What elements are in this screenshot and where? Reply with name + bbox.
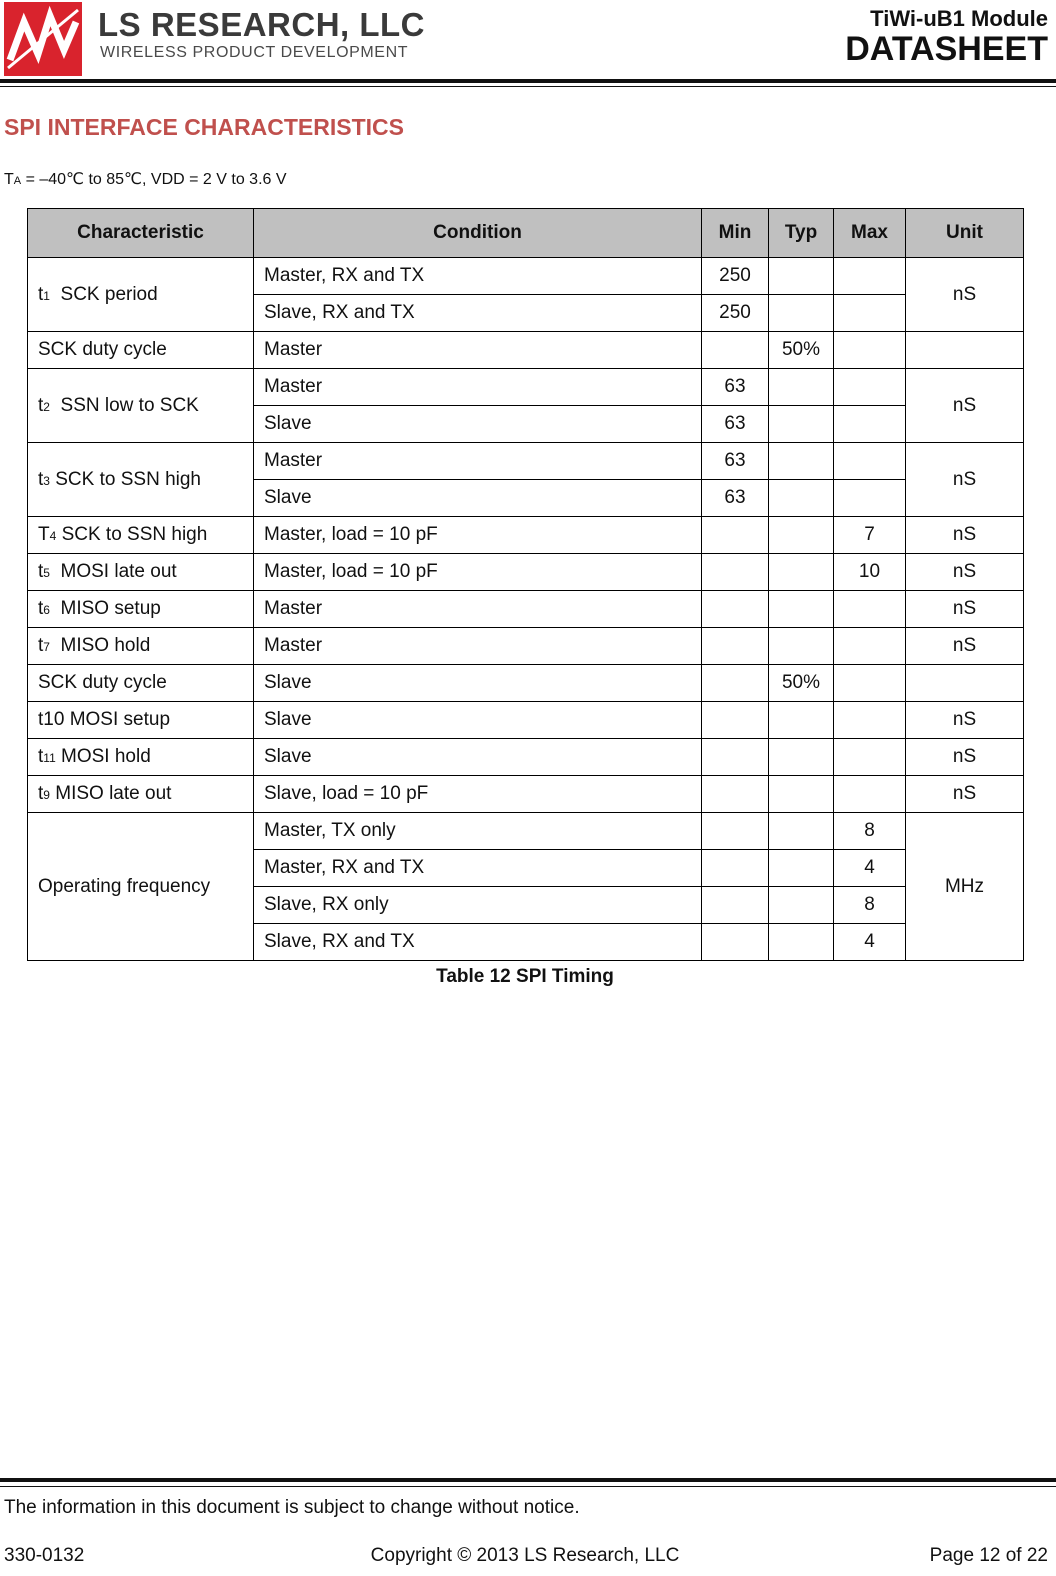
unit-cell: nS	[906, 443, 1024, 517]
header-max: Max	[834, 209, 906, 258]
max-cell	[834, 739, 906, 776]
module-name: TiWi-uB1 Module	[870, 6, 1048, 31]
characteristic-cell: t2 SSN low to SCK	[28, 369, 254, 443]
typ-cell: 50%	[769, 665, 834, 702]
unit-cell: nS	[906, 554, 1024, 591]
typ-cell	[769, 702, 834, 739]
characteristic-cell: Operating frequency	[28, 813, 254, 961]
max-cell: 7	[834, 517, 906, 554]
characteristic-cell: t1 SCK period	[28, 258, 254, 332]
max-cell	[834, 591, 906, 628]
min-cell	[702, 554, 769, 591]
footer-divider-thin	[0, 1486, 1056, 1487]
table-row	[28, 739, 1024, 776]
unit-cell: nS	[906, 369, 1024, 443]
min-cell	[702, 628, 769, 665]
max-cell	[834, 665, 906, 702]
table-row	[28, 813, 1024, 850]
condition-cell: Slave, RX and TX	[254, 924, 702, 961]
typ-cell	[769, 443, 834, 480]
max-cell	[834, 258, 906, 295]
page-number: Page 12 of 22	[929, 1545, 1048, 1566]
typ-cell	[769, 554, 834, 591]
min-cell	[702, 702, 769, 739]
max-cell	[834, 443, 906, 480]
section-title: SPI INTERFACE CHARACTERISTICS	[4, 114, 404, 140]
typ-cell	[769, 739, 834, 776]
condition-cell: Master, load = 10 pF	[254, 517, 702, 554]
min-cell: 63	[702, 369, 769, 406]
typ-cell	[769, 369, 834, 406]
typ-cell	[769, 850, 834, 887]
header-characteristic: Characteristic	[28, 209, 254, 258]
typ-cell	[769, 258, 834, 295]
characteristic-cell: t7 MISO hold	[28, 628, 254, 665]
condition-cell: Slave	[254, 702, 702, 739]
max-cell	[834, 628, 906, 665]
header-divider	[0, 79, 1056, 83]
min-cell: 250	[702, 258, 769, 295]
max-cell: 4	[834, 850, 906, 887]
header-min: Min	[702, 209, 769, 258]
company-logo	[4, 2, 82, 76]
min-cell: 63	[702, 480, 769, 517]
copyright: Copyright © 2013 LS Research, LLC	[370, 1545, 680, 1566]
typ-cell	[769, 776, 834, 813]
min-cell	[702, 850, 769, 887]
condition-cell: Slave, load = 10 pF	[254, 776, 702, 813]
characteristic-cell: t6 MISO setup	[28, 591, 254, 628]
characteristic-cell: t11 MOSI hold	[28, 739, 254, 776]
condition-cell: Master, TX only	[254, 813, 702, 850]
typ-cell	[769, 628, 834, 665]
conditions-text: = –40℃ to 85℃, VDD = 2 V to 3.6 V	[21, 171, 287, 188]
table-row	[28, 517, 1024, 554]
table-row	[28, 591, 1024, 628]
footer-divider	[0, 1478, 1056, 1482]
typ-cell	[769, 813, 834, 850]
unit-cell: nS	[906, 702, 1024, 739]
max-cell	[834, 295, 906, 332]
header-divider-thin	[0, 86, 1056, 87]
header-unit: Unit	[906, 209, 1024, 258]
brand-name: LS RESEARCH, LLC	[98, 6, 426, 43]
condition-cell: Master, load = 10 pF	[254, 554, 702, 591]
brand-tagline: WIRELESS PRODUCT DEVELOPMENT	[100, 44, 409, 61]
characteristic-cell: SCK duty cycle	[28, 332, 254, 369]
condition-cell: Slave, RX and TX	[254, 295, 702, 332]
condition-cell: Master	[254, 591, 702, 628]
header-condition: Condition	[254, 209, 702, 258]
max-cell: 10	[834, 554, 906, 591]
max-cell	[834, 776, 906, 813]
max-cell	[834, 702, 906, 739]
max-cell	[834, 406, 906, 443]
unit-cell: nS	[906, 739, 1024, 776]
min-cell	[702, 332, 769, 369]
table-row	[28, 369, 1024, 406]
table-row	[28, 554, 1024, 591]
max-cell	[834, 369, 906, 406]
change-notice: The information in this document is subject to change without notice.	[4, 1497, 580, 1518]
unit-cell: nS	[906, 591, 1024, 628]
min-cell: 63	[702, 443, 769, 480]
unit-cell: nS	[906, 517, 1024, 554]
typ-cell: 50%	[769, 332, 834, 369]
condition-cell: Master, RX and TX	[254, 850, 702, 887]
min-cell	[702, 776, 769, 813]
characteristic-cell: T4 SCK to SSN high	[28, 517, 254, 554]
max-cell: 8	[834, 887, 906, 924]
typ-cell	[769, 295, 834, 332]
condition-cell: Master	[254, 369, 702, 406]
typ-cell	[769, 406, 834, 443]
characteristic-cell: t3 SCK to SSN high	[28, 443, 254, 517]
characteristic-cell: SCK duty cycle	[28, 665, 254, 702]
min-cell	[702, 887, 769, 924]
table-header-row	[28, 209, 1024, 258]
header-typ: Typ	[769, 209, 834, 258]
min-cell	[702, 517, 769, 554]
table-row	[28, 443, 1024, 480]
typ-cell	[769, 480, 834, 517]
unit-cell: nS	[906, 628, 1024, 665]
table-row	[28, 665, 1024, 702]
condition-cell: Master	[254, 628, 702, 665]
condition-cell: Slave	[254, 739, 702, 776]
document-type: DATASHEET	[845, 30, 1048, 68]
table-row	[28, 332, 1024, 369]
min-cell	[702, 591, 769, 628]
conditions-symbol: T	[4, 171, 14, 188]
table-caption: Table 12 SPI Timing	[436, 966, 614, 987]
min-cell	[702, 739, 769, 776]
condition-cell: Master	[254, 443, 702, 480]
characteristic-cell: t10 MOSI setup	[28, 702, 254, 739]
min-cell	[702, 813, 769, 850]
min-cell	[702, 924, 769, 961]
typ-cell	[769, 591, 834, 628]
spi-timing-table	[27, 208, 1024, 961]
table-row	[28, 258, 1024, 295]
min-cell: 63	[702, 406, 769, 443]
table-row	[28, 702, 1024, 739]
unit-cell: MHz	[906, 813, 1024, 961]
condition-cell: Master, RX and TX	[254, 258, 702, 295]
condition-cell: Slave	[254, 665, 702, 702]
max-cell: 8	[834, 813, 906, 850]
unit-cell	[906, 665, 1024, 702]
unit-cell: nS	[906, 776, 1024, 813]
max-cell	[834, 332, 906, 369]
table-row	[28, 776, 1024, 813]
unit-cell: nS	[906, 258, 1024, 332]
max-cell	[834, 480, 906, 517]
table-row	[28, 628, 1024, 665]
typ-cell	[769, 517, 834, 554]
document-number: 330-0132	[4, 1545, 85, 1566]
unit-cell	[906, 332, 1024, 369]
characteristic-cell: t9 MISO late out	[28, 776, 254, 813]
condition-cell: Slave, RX only	[254, 887, 702, 924]
min-cell	[702, 665, 769, 702]
max-cell: 4	[834, 924, 906, 961]
conditions-subscript: A	[13, 175, 22, 187]
condition-cell: Slave	[254, 406, 702, 443]
min-cell: 250	[702, 295, 769, 332]
typ-cell	[769, 924, 834, 961]
condition-cell: Master	[254, 332, 702, 369]
condition-cell: Slave	[254, 480, 702, 517]
typ-cell	[769, 887, 834, 924]
operating-conditions	[4, 169, 287, 189]
characteristic-cell: t5 MOSI late out	[28, 554, 254, 591]
